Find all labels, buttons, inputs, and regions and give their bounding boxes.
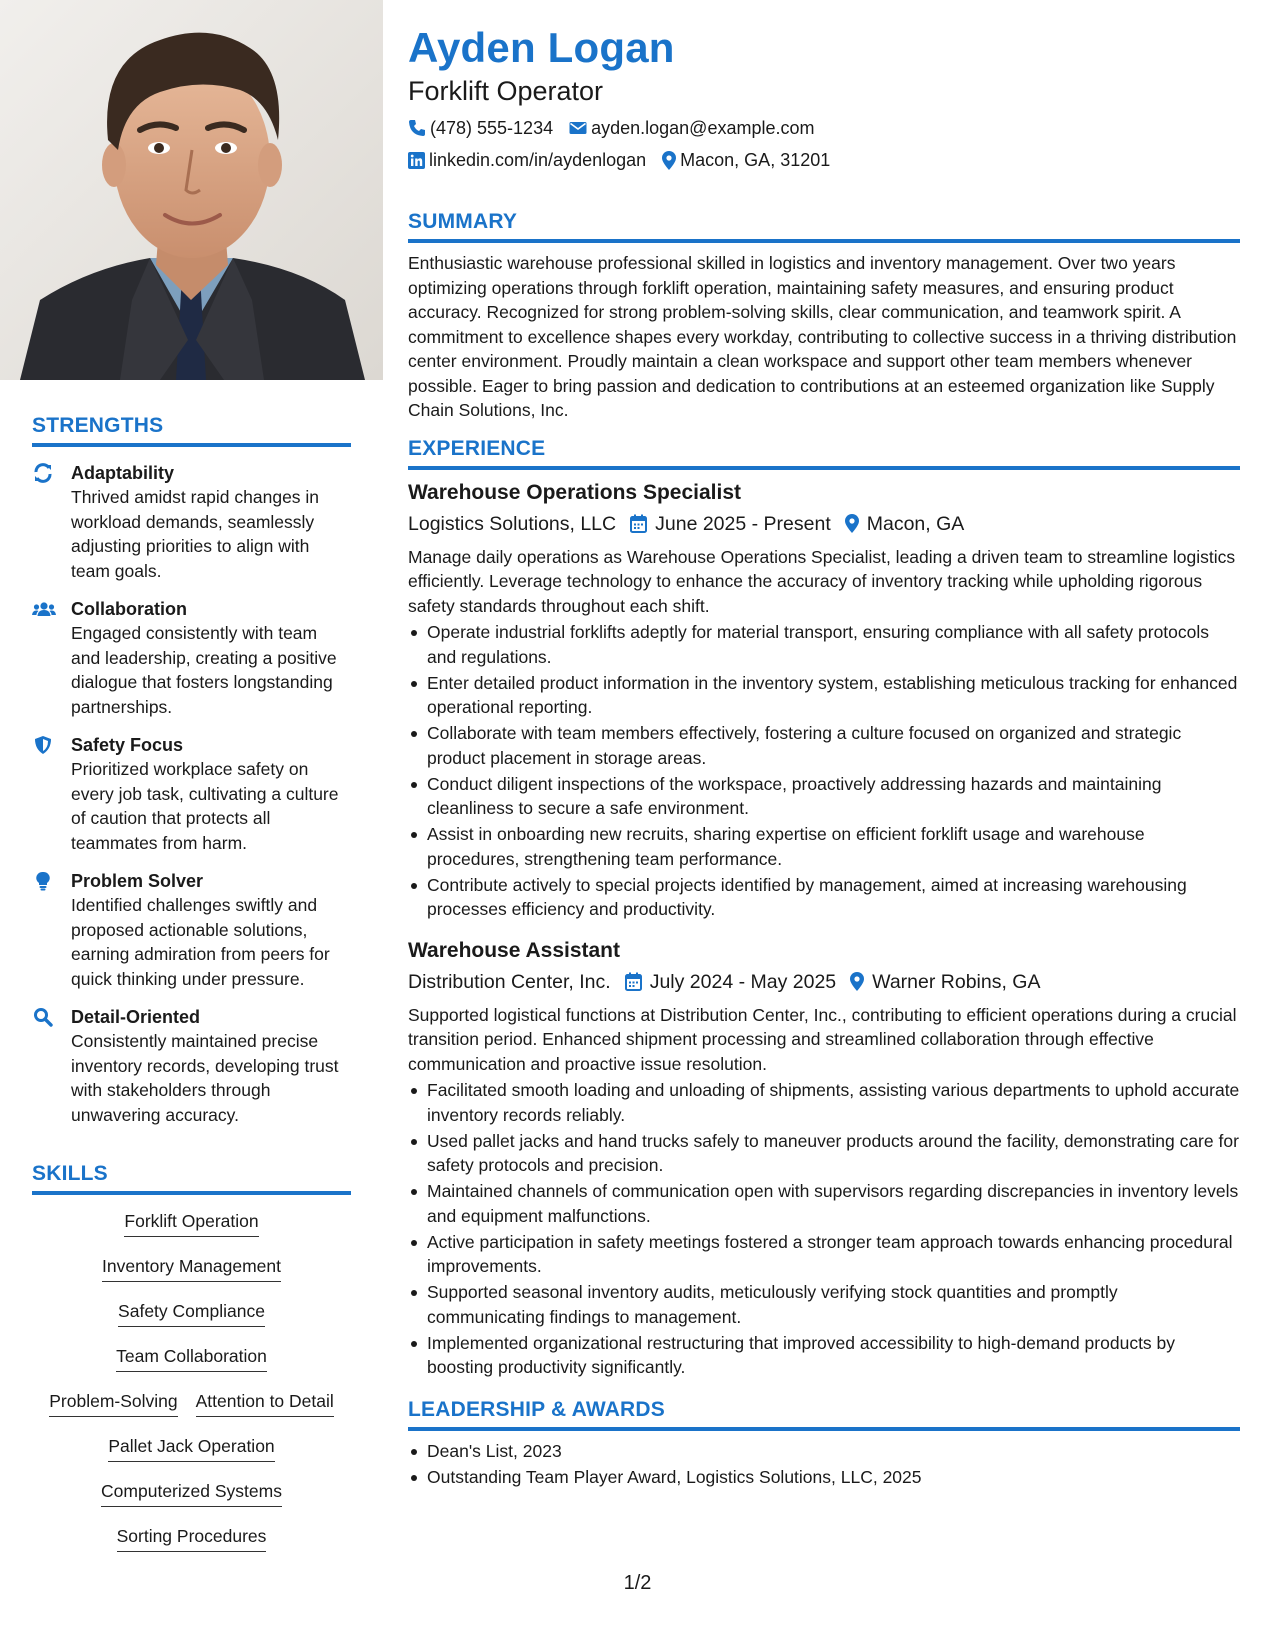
job-company: Distribution Center, Inc.	[408, 970, 611, 993]
job-meta	[408, 510, 1240, 538]
strengths-heading: STRENGTHS	[32, 414, 351, 447]
email-text: ayden.logan@example.com	[591, 118, 815, 138]
skill-tag: Forklift Operation	[124, 1209, 258, 1237]
job-location-text: Macon, GA	[866, 512, 965, 535]
skill-tag: Pallet Jack Operation	[108, 1434, 274, 1462]
skill-tag: Sorting Procedures	[117, 1524, 267, 1552]
summary-heading: SUMMARY	[408, 210, 1240, 243]
strength-title: Detail-Oriented	[71, 1007, 201, 1027]
job-description: Manage daily operations as Warehouse Operations Specialist, leading a driven team to streamline logistics efficiently. Leverage technology to enhance the accuracy of inventory tracking while upholding rigorous safety standards throughout each shift.	[408, 546, 1236, 616]
left-column	[0, 0, 383, 1650]
skills-section	[32, 1162, 351, 1569]
list-item: Supported seasonal inventory audits, meticulously verifying stock quantities and promptly communicating findings to management.	[408, 1280, 1240, 1329]
lightbulb-icon	[32, 871, 54, 891]
candidate-name: Ayden Logan	[408, 24, 675, 71]
skill-tag: Problem-Solving	[49, 1389, 177, 1417]
job-dates-text: July 2024 - May 2025	[649, 970, 837, 993]
job-role: Warehouse Operations Specialist	[408, 480, 741, 504]
map-pin-icon	[662, 151, 676, 170]
phone-icon	[408, 119, 426, 137]
skill-tag: Safety Compliance	[118, 1299, 265, 1327]
list-item: Maintained channels of communication open with supervisors regarding discrepancies in inventory levels and equipment malfunctions.	[408, 1179, 1240, 1228]
experience-section	[408, 437, 1240, 1380]
skills-list	[32, 1209, 351, 1569]
linkedin-contact[interactable]	[408, 148, 646, 172]
strength-item	[32, 869, 351, 991]
shield-icon	[32, 735, 54, 755]
job-entry	[408, 478, 1240, 922]
sync-icon	[32, 463, 54, 483]
strength-description: Thrived amidst rapid changes in workload demands, seamlessly adjusting priorities to align with team goals.	[71, 487, 320, 581]
list-item: Dean's List, 2023	[408, 1439, 1240, 1464]
job-bullets	[408, 1078, 1240, 1380]
job-role: Warehouse Assistant	[408, 938, 620, 962]
right-column	[408, 22, 1240, 1489]
job-description: Supported logistical functions at Distribution Center, Inc., contributing to efficient operations during a crucial transition period. Enhanced shipment processing and streamlined collaboration through effective communication and proactive issue resolution.	[408, 1004, 1237, 1074]
list-item: Facilitated smooth loading and unloading of shipments, assisting various departments to uphold accurate inventory records reliably.	[408, 1078, 1240, 1127]
skill-tag: Attention to Detail	[196, 1389, 334, 1417]
awards-list	[408, 1439, 1240, 1490]
candidate-title: Forklift Operator	[408, 76, 604, 106]
strength-item	[32, 597, 351, 719]
list-item: Outstanding Team Player Award, Logistics Solutions, LLC, 2025	[408, 1465, 1240, 1490]
phone-contact[interactable]	[408, 116, 553, 140]
envelope-icon	[569, 120, 587, 136]
map-pin-icon	[850, 972, 864, 991]
email-contact[interactable]	[569, 116, 814, 140]
strength-title: Adaptability	[71, 463, 175, 483]
list-item: Implemented organizational restructuring that improved accessibility to high-demand products by boosting productivity significantly.	[408, 1331, 1240, 1380]
skill-tag: Inventory Management	[102, 1254, 281, 1282]
strength-item	[32, 1005, 351, 1127]
search-icon	[32, 1007, 54, 1027]
experience-heading: EXPERIENCE	[408, 437, 1240, 470]
list-item: Assist in onboarding new recruits, sharing expertise on efficient forklift usage and warehouse procedures, strengthening team performance.	[408, 822, 1240, 871]
list-item: Contribute actively to special projects identified by management, aimed at increasing warehousing processes efficiency and productivity.	[408, 873, 1240, 922]
location-contact	[662, 148, 830, 172]
calendar-icon	[625, 972, 642, 991]
contact-row	[408, 148, 1240, 172]
map-pin-icon	[845, 514, 859, 533]
skill-tag: Computerized Systems	[101, 1479, 282, 1507]
profile-photo	[0, 0, 383, 380]
list-item: Conduct diligent inspections of the workspace, proactively addressing hazards and maintaining cleanliness to secure a safe environment.	[408, 772, 1240, 821]
skills-heading: SKILLS	[32, 1162, 351, 1195]
job-location	[845, 510, 965, 538]
strength-description: Consistently maintained precise inventory records, developing trust with stakeholders through unwavering accuracy.	[71, 1031, 339, 1125]
linkedin-text: linkedin.com/in/aydenlogan	[429, 150, 647, 170]
job-company: Logistics Solutions, LLC	[408, 512, 617, 535]
strength-title: Safety Focus	[71, 735, 184, 755]
job-location	[850, 968, 1040, 996]
list-item: Enter detailed product information in the inventory system, establishing meticulous tracking for enhanced operational reporting.	[408, 671, 1240, 720]
strengths-section	[32, 414, 351, 1127]
phone-text: (478) 555-1234	[430, 118, 554, 138]
page-number: 1/2	[623, 1572, 652, 1594]
summary-section	[408, 210, 1240, 423]
list-item: Active participation in safety meetings fostered a stronger team approach towards enhancing procedural improvements.	[408, 1230, 1240, 1279]
contact-row	[408, 116, 1240, 140]
awards-heading: LEADERSHIP & AWARDS	[408, 1398, 1240, 1431]
skill-tag: Team Collaboration	[116, 1344, 267, 1372]
job-bullets	[408, 620, 1240, 922]
strength-description: Engaged consistently with team and leadership, creating a positive dialogue that fosters longstanding partnerships.	[71, 623, 337, 717]
users-icon	[32, 599, 54, 619]
strength-description: Identified challenges swiftly and proposed actionable solutions, earning admiration from peers for quick thinking under pressure.	[71, 895, 330, 989]
strength-description: Prioritized workplace safety on every job task, cultivating a culture of caution that protects all teammates from harm.	[71, 759, 339, 853]
awards-section	[408, 1398, 1240, 1490]
list-item: Used pallet jacks and hand trucks safely to maneuver products around the facility, demonstrating care for safety protocols and precision.	[408, 1129, 1240, 1178]
strength-title: Problem Solver	[71, 871, 204, 891]
strength-title: Collaboration	[71, 599, 187, 619]
strength-item	[32, 733, 351, 855]
job-dates	[625, 968, 836, 996]
list-item: Collaborate with team members effectively, fostering a culture focused on organized and strategic product placement in storage areas.	[408, 721, 1240, 770]
summary-text: Enthusiastic warehouse professional skilled in logistics and inventory management. Over two years optimizing operations through forklift operation, maintaining safety measures, and ensuring product accuracy. Recognized for strong problem-solving skills, clear communication, and teamwork spirit. A commitment to excellence shapes every workday, contributing to collective success in a thriving distribution center environment. Proudly maintain a clean workspace and support other team members whenever possible. Eager to bring passion and dedication to contributions at an esteemed organization like Supply Chain Solutions, Inc.	[408, 253, 1237, 420]
job-entry	[408, 936, 1240, 1380]
job-location-text: Warner Robins, GA	[872, 970, 1041, 993]
linkedin-icon	[408, 152, 425, 169]
job-dates-text: June 2025 - Present	[655, 512, 831, 535]
job-dates	[630, 510, 831, 538]
calendar-icon	[630, 514, 647, 533]
list-item: Operate industrial forklifts adeptly for material transport, ensuring compliance with all safety protocols and regulations.	[408, 620, 1240, 669]
strength-item	[32, 461, 351, 583]
location-text: Macon, GA, 31201	[680, 150, 831, 170]
job-meta	[408, 968, 1240, 996]
